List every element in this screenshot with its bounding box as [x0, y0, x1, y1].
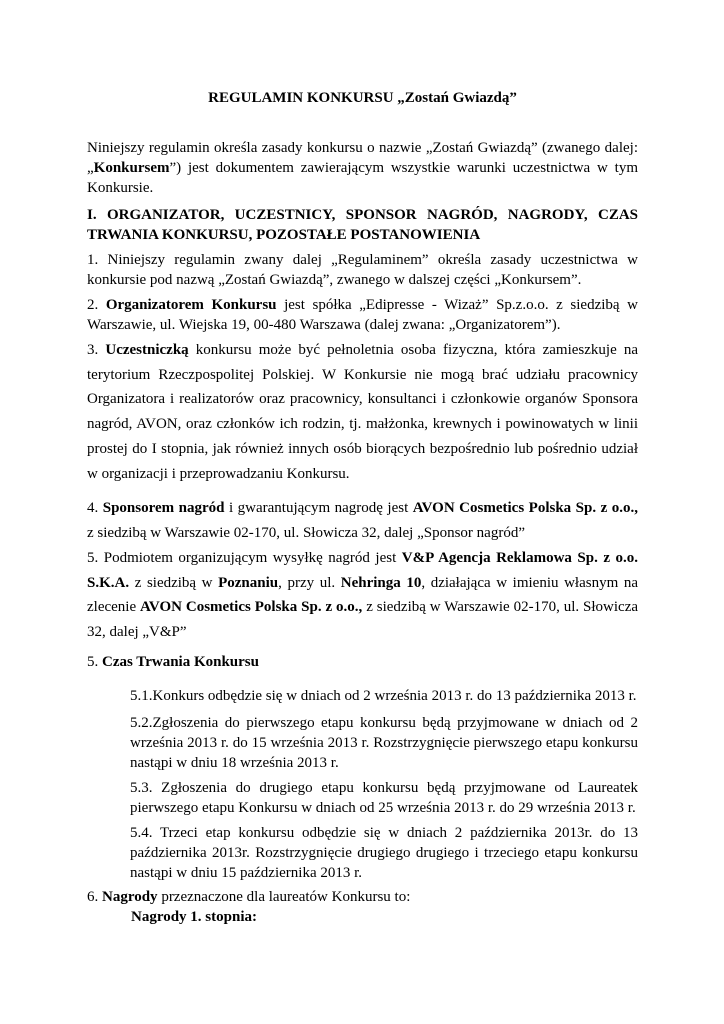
paragraph-5-intro: 5. Podmiotem organizującym wysyłkę nagród jest [87, 550, 402, 566]
intro-text-bold: Konkursem [93, 160, 170, 176]
paragraph-5-bold-street: Nehringa 10 [340, 574, 422, 591]
paragraph-2-number: 2. [87, 297, 106, 313]
subsection-5-3: 5.3. Zgłoszenia do drugiego etapu konkursu będą przyjmowane od Laureatek pierwszego etapu Konkursu w dniach od 25 września 2013 r. do 29 września 2013 r. [130, 780, 638, 816]
section-1-heading: I. ORGANIZATOR, UCZESTNICY, SPONSOR NAGRÓD, NAGRODY, CZAS TRWANIA KONKURSU, POZOSTAŁE POSTANOWIENIA [87, 207, 638, 243]
subsection-5-4: 5.4. Trzeci etap konkursu odbędzie się w dniach 2 października 2013r. do 13 października 2013r. Rozstrzygnięcie drugiego drugiego i trzeciego etapu konkursu nastąpi w dniu 15 października 2013 r. [130, 825, 638, 881]
subsection-5-1: 5.1.Konkurs odbędzie się w dniach od 2 września 2013 r. do 13 października 2013 r. [130, 688, 637, 704]
paragraph-5-bold-agency: V&P Agencja Reklamowa Sp. z o.o. S.K.A. [87, 550, 638, 591]
prize-heading-1: Nagrody 1. stopnia: [131, 909, 257, 925]
paragraph-5-text-1: z siedzibą w [129, 574, 219, 591]
paragraph-5-text-4: z siedzibą w Warszawie 02-170, ul. Słowicza 32, dalej „V&P” [87, 599, 639, 641]
paragraph-3-text: konkursu może być pełnoletnia osoba fizyczna, która zamieszkuje na terytorium Rzeczpospolitej Polskiej. W Konkursie nie mogą brać udziału pracownicy Organizatora i realizatorów oraz pracownicy, konsultanci i członkowie organów Sponsora nagród, AVON, oraz członków ich rodzin, tj. małżonka, krewnych i powinowatych w linii prostej do I stopnia, jak również innych osób biorących bezpośrednio lub pośrednio udział w organizacji i przeprowadzaniu Konkursu. [87, 342, 639, 482]
paragraph-3-number: 3. [87, 342, 106, 358]
paragraph-5-bold-city: Poznaniu [218, 574, 279, 591]
paragraph-5-text-3: , działająca w imieniu własnym na zlecenie [87, 574, 638, 616]
paragraph-6-number: 6. [87, 889, 102, 905]
intro-text-a: Niniejszy regulamin określa zasady konkursu o nazwie „Zostań Gwiazdą” (zwanego dalej: „ [87, 140, 638, 176]
paragraph-3-bold: Uczestniczką [105, 342, 189, 358]
paragraph-3 [87, 338, 638, 486]
paragraph-4-text: z siedzibą w Warszawie 02-170, ul. Słowicza 32, dalej „Sponsor nagród” [87, 524, 525, 541]
paragraph-5-duration-heading: Czas Trwania Konkursu [102, 654, 259, 670]
intro-paragraph [87, 138, 638, 198]
paragraph-2 [87, 295, 638, 335]
paragraph-5-duration-number: 5. [87, 654, 102, 670]
paragraph-5-bold-company: AVON Cosmetics Polska Sp. z o.o., [140, 599, 363, 616]
paragraph-6-bold: Nagrody [102, 889, 158, 905]
paragraph-5-text-2: , przy ul. [278, 574, 341, 591]
paragraph-6-line [87, 887, 638, 907]
paragraph-6-text: przeznaczone dla laureatów Konkursu to: [157, 889, 411, 905]
paragraph-5-duration [87, 652, 638, 672]
paragraph-4-text-mid: i gwarantującym nagrodę jest [224, 500, 413, 516]
paragraph-4-number: 4. [87, 500, 103, 516]
paragraph-4-bold-sponsor: Sponsorem nagród [102, 500, 225, 516]
paragraph-6 [87, 887, 638, 927]
document-title: REGULAMIN KONKURSU „Zostań Gwiazdą” [208, 90, 517, 106]
paragraph-4 [87, 496, 638, 545]
paragraph-2-text: jest spółka „Edipresse - Wizaż” Sp.z.o.o. z siedzibą w Warszawie, ul. Wiejska 19, 00-480 Warszawa (dalej zwana: „Organizatorem”). [87, 297, 638, 333]
subsection-5-2: 5.2.Zgłoszenia do pierwszego etapu konkursu będą przyjmowane w dniach od 2 września 2013 r. do 15 września 2013 r. Rozstrzygnięcie pierwszego etapu konkursu nastąpi w dniu 18 września 2013 r. [130, 715, 638, 771]
paragraph-5 [87, 546, 638, 645]
intro-text-c: ”) jest dokumentem zawierającym wszystkie warunki uczestnictwa w tym Konkursie. [87, 160, 638, 196]
paragraph-2-bold: Organizatorem Konkursu [105, 297, 277, 313]
paragraph-1: 1. Niniejszy regulamin zwany dalej „Regulaminem” określa zasady uczestnictwa w konkursie pod nazwą „Zostań Gwiazdą”, zwanego w dalszej części „Konkursem”. [87, 252, 638, 288]
paragraph-4-bold-company: AVON Cosmetics Polska Sp. z o.o., [412, 500, 638, 516]
